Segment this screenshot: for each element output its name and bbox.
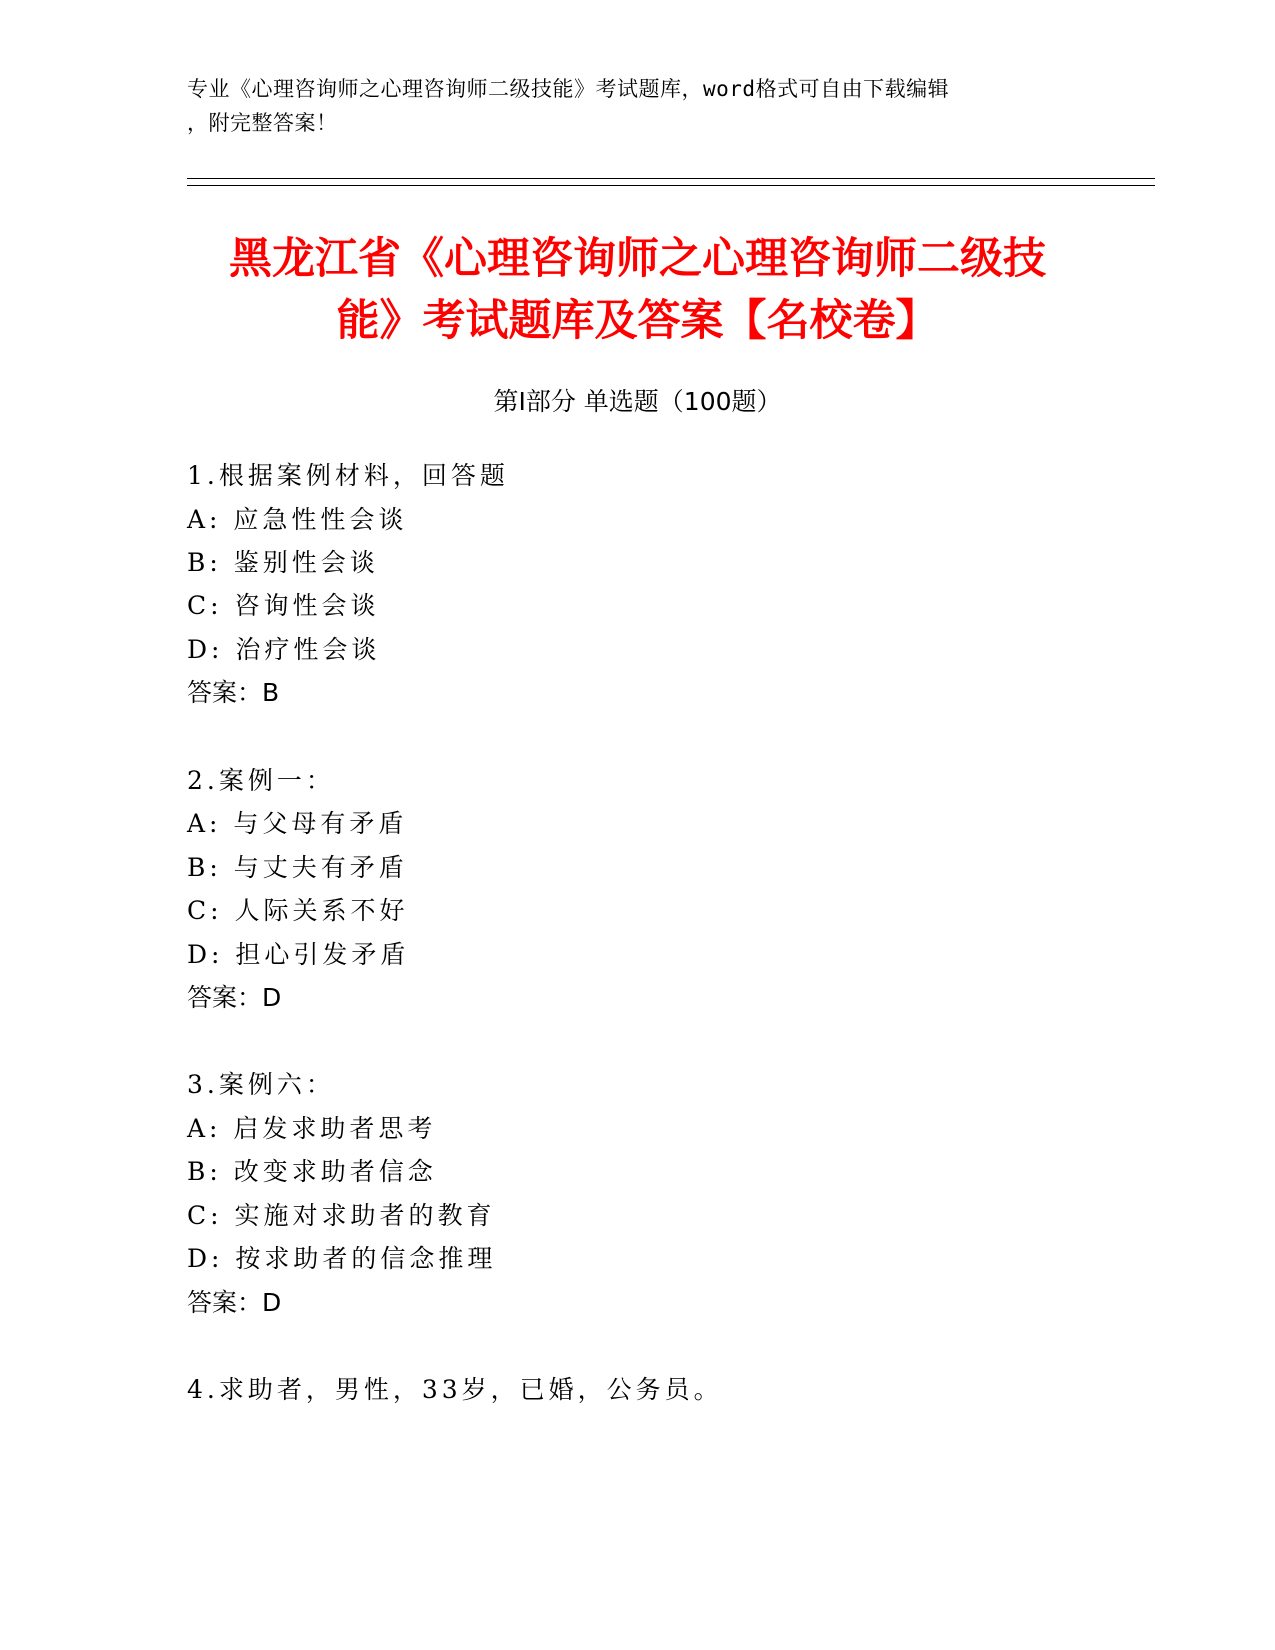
- question-1-option-a: A: 应急性性会谈: [187, 505, 408, 534]
- question-2-option-c: C: 人际关系不好: [187, 896, 409, 925]
- question-2-option-d: D: 担心引发矛盾: [187, 940, 410, 969]
- header-divider-top: [187, 178, 1155, 179]
- question-3-option-a: A: 启发求助者思考: [187, 1114, 437, 1143]
- header-note-line-2: ，附完整答案！: [187, 111, 338, 135]
- header-note-line-1: 专业《心理咨询师之心理咨询师二级技能》考试题库，word格式可自由下载编辑: [187, 77, 950, 101]
- question-1-answer: 答案：B: [187, 678, 280, 707]
- section-heading: 第Ⅰ部分 单选题（100题）: [493, 387, 782, 416]
- question-1-option-d: D: 治疗性会谈: [187, 635, 381, 664]
- question-2-stem: 2.案例一：: [187, 766, 335, 795]
- question-4-stem: 4.求助者，男性，33岁，已婚，公务员。: [187, 1375, 723, 1404]
- header-note: [187, 72, 1067, 140]
- question-3-option-c: C: 实施对求助者的教育: [187, 1201, 496, 1230]
- question-1-option-c: C: 咨询性会谈: [187, 591, 380, 620]
- question-1-option-b: B: 鉴别性会谈: [187, 548, 379, 577]
- question-3-option-d: D: 按求助者的信念推理: [187, 1244, 497, 1273]
- question-3-stem: 3.案例六：: [187, 1070, 335, 1099]
- header-divider-bottom: [187, 185, 1155, 186]
- question-1-stem: 1.根据案例材料，回答题: [187, 461, 509, 490]
- question-3-option-b: B: 改变求助者信念: [187, 1157, 437, 1186]
- question-2-answer: 答案：D: [187, 983, 282, 1012]
- question-3-answer: 答案：D: [187, 1288, 282, 1317]
- document-title: [150, 228, 1125, 352]
- document-title-line-1: 黑龙江省《心理咨询师之心理咨询师二级技: [229, 234, 1046, 284]
- question-2-option-b: B: 与丈夫有矛盾: [187, 853, 408, 882]
- document-title-line-2: 能》考试题库及答案【名校卷】: [336, 296, 939, 346]
- question-2-option-a: A: 与父母有矛盾: [187, 809, 408, 838]
